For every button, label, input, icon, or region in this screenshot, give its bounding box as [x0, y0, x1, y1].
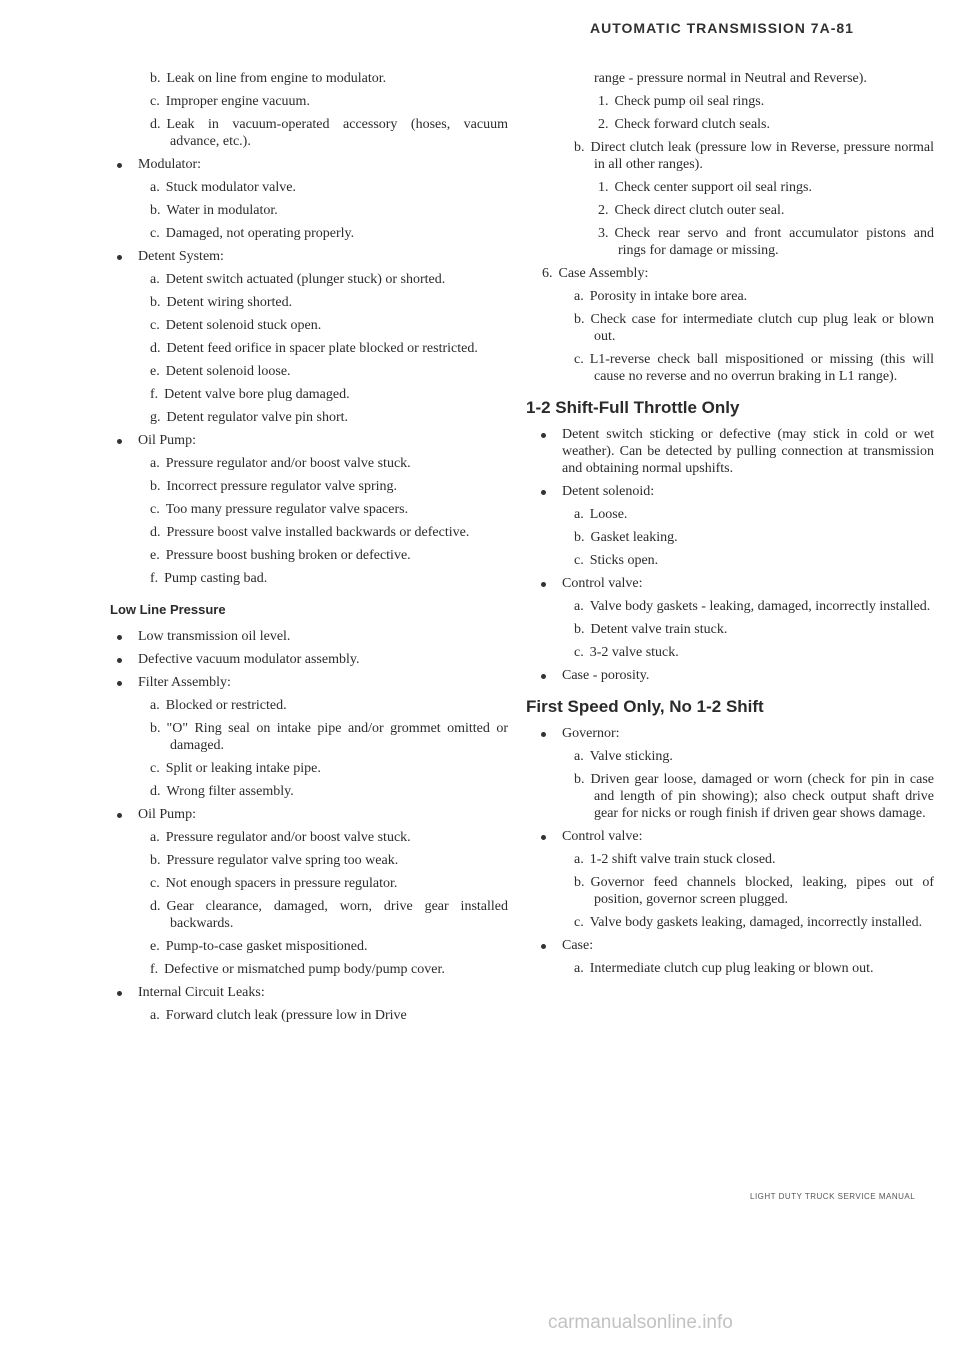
list-item: b. Check case for intermediate clutch cup plug leak or blown out.: [574, 312, 934, 344]
list-item: e. Detent solenoid loose.: [150, 364, 291, 379]
footer-label: LIGHT DUTY TRUCK SERVICE MANUAL: [750, 1192, 916, 1201]
list-item: b. Detent wiring shorted.: [150, 295, 293, 310]
page-header: AUTOMATIC TRANSMISSION 7A-81: [590, 20, 854, 36]
list-item: b. Pressure regulator valve spring too weak.: [150, 853, 399, 868]
bullet-oil-pump: Oil Pump:: [108, 806, 508, 823]
bullet-detent-solenoid: Detent solenoid:: [532, 483, 934, 500]
list-item: b. Leak on line from engine to modulator.: [150, 71, 387, 86]
list-item: d. Gear clearance, damaged, worn, drive gear installed backwards.: [150, 899, 508, 931]
list-item: d. Wrong filter assembly.: [150, 784, 294, 799]
list-item: b. Driven gear loose, damaged or worn (check for pin in case and length of pin showing); also check output shaft drive gear for nicks or rough finish if driven gear shows damage.: [574, 772, 934, 821]
list-item: a. Pressure regulator and/or boost valve stuck.: [150, 830, 411, 845]
list-item: d. Detent feed orifice in spacer plate blocked or restricted.: [150, 341, 478, 356]
list-item: f. Defective or mismatched pump body/pump cover.: [150, 962, 445, 977]
list-item: a. Detent switch actuated (plunger stuck) or shorted.: [150, 272, 446, 287]
list-item: 2. Check direct clutch outer seal.: [598, 203, 785, 218]
list-item-case-assembly: 6. Case Assembly:: [542, 266, 649, 281]
list-item: c. Valve body gaskets leaking, damaged, incorrectly installed.: [574, 915, 923, 930]
list-item: c. Split or leaking intake pipe.: [150, 761, 321, 776]
heading-low-line-pressure: Low Line Pressure: [110, 602, 226, 617]
list-item: a. Valve sticking.: [574, 749, 673, 764]
list-item: b. Direct clutch leak (pressure low in Reverse, pressure normal in all other ranges).: [574, 140, 934, 172]
bullet-item: Defective vacuum modulator assembly.: [108, 651, 508, 668]
list-item: b. Gasket leaking.: [574, 530, 678, 545]
right-column: [526, 70, 934, 983]
bullet-item: Low transmission oil level.: [108, 628, 508, 645]
list-item: a. Porosity in intake bore area.: [574, 289, 748, 304]
list-item: a. Pressure regulator and/or boost valve stuck.: [150, 456, 411, 471]
list-item: b. Governor feed channels blocked, leaking, pipes out of position, governor screen plugged.: [574, 875, 934, 907]
list-item: a. Stuck modulator valve.: [150, 180, 296, 195]
bullet-control-valve: Control valve:: [532, 575, 934, 592]
list-item: e. Pump-to-case gasket mispositioned.: [150, 939, 368, 954]
list-item: a. Valve body gaskets - leaking, damaged, incorrectly installed.: [574, 599, 931, 614]
list-item: 1. Check center support oil seal rings.: [598, 180, 813, 195]
list-item: e. Pressure boost bushing broken or defective.: [150, 548, 411, 563]
list-item: c. L1-reverse check ball mispositioned or missing (this will cause no reverse and no overrun braking in L1 range).: [574, 352, 934, 384]
list-item: f. Detent valve bore plug damaged.: [150, 387, 350, 402]
list-item: f. Pump casting bad.: [150, 571, 268, 586]
list-item: g. Detent regulator valve pin short.: [150, 410, 349, 425]
watermark: carmanualsonline.info: [548, 1312, 733, 1333]
list-item: a. Forward clutch leak (pressure low in Drive: [150, 1008, 407, 1023]
list-item: a. Loose.: [574, 507, 628, 522]
bullet-item: Detent switch sticking or defective (may stick in cold or wet weather). Can be detected by pulling connection at transmission and obtaining normal upshifts.: [532, 426, 934, 477]
list-item: 2. Check forward clutch seals.: [598, 117, 770, 132]
bullet-control-valve: Control valve:: [532, 828, 934, 845]
list-item: c. Detent solenoid stuck open.: [150, 318, 322, 333]
heading-first-speed-only: First Speed Only, No 1-2 Shift: [526, 697, 764, 716]
bullet-filter-assembly: Filter Assembly:: [108, 674, 508, 691]
list-item: b. Detent valve train stuck.: [574, 622, 728, 637]
list-item: d. Leak in vacuum-operated accessory (hoses, vacuum advance, etc.).: [150, 117, 508, 149]
list-item: c. 3-2 valve stuck.: [574, 645, 679, 660]
bullet-oil-pump: Oil Pump:: [108, 432, 508, 449]
list-item: a. Intermediate clutch cup plug leaking or blown out.: [574, 961, 874, 976]
list-item: d. Pressure boost valve installed backwards or defective.: [150, 525, 470, 540]
bullet-governor: Governor:: [532, 725, 934, 742]
list-item: c. Damaged, not operating properly.: [150, 226, 355, 241]
continued-text: range - pressure normal in Neutral and Reverse).: [594, 71, 867, 86]
bullet-detent-system: Detent System:: [108, 248, 508, 265]
list-item: a. 1-2 shift valve train stuck closed.: [574, 852, 776, 867]
list-item: b. Incorrect pressure regulator valve spring.: [150, 479, 398, 494]
list-item: c. Improper engine vacuum.: [150, 94, 310, 109]
list-item: 3. Check rear servo and front accumulator pistons and rings for damage or missing.: [598, 226, 934, 258]
left-column: [108, 70, 508, 1030]
bullet-internal-circuit-leaks: Internal Circuit Leaks:: [108, 984, 508, 1001]
list-item: b. "O" Ring seal on intake pipe and/or grommet omitted or damaged.: [150, 721, 508, 753]
list-item: b. Water in modulator.: [150, 203, 278, 218]
list-item: c. Not enough spacers in pressure regulator.: [150, 876, 398, 891]
list-item: 1. Check pump oil seal rings.: [598, 94, 765, 109]
list-item: c. Too many pressure regulator valve spacers.: [150, 502, 409, 517]
bullet-case: Case:: [532, 937, 934, 954]
bullet-item: Case - porosity.: [532, 667, 934, 684]
list-item: a. Blocked or restricted.: [150, 698, 287, 713]
bullet-modulator: Modulator:: [108, 156, 508, 173]
list-item: c. Sticks open.: [574, 553, 659, 568]
heading-1-2-shift-full-throttle: 1-2 Shift-Full Throttle Only: [526, 398, 740, 417]
